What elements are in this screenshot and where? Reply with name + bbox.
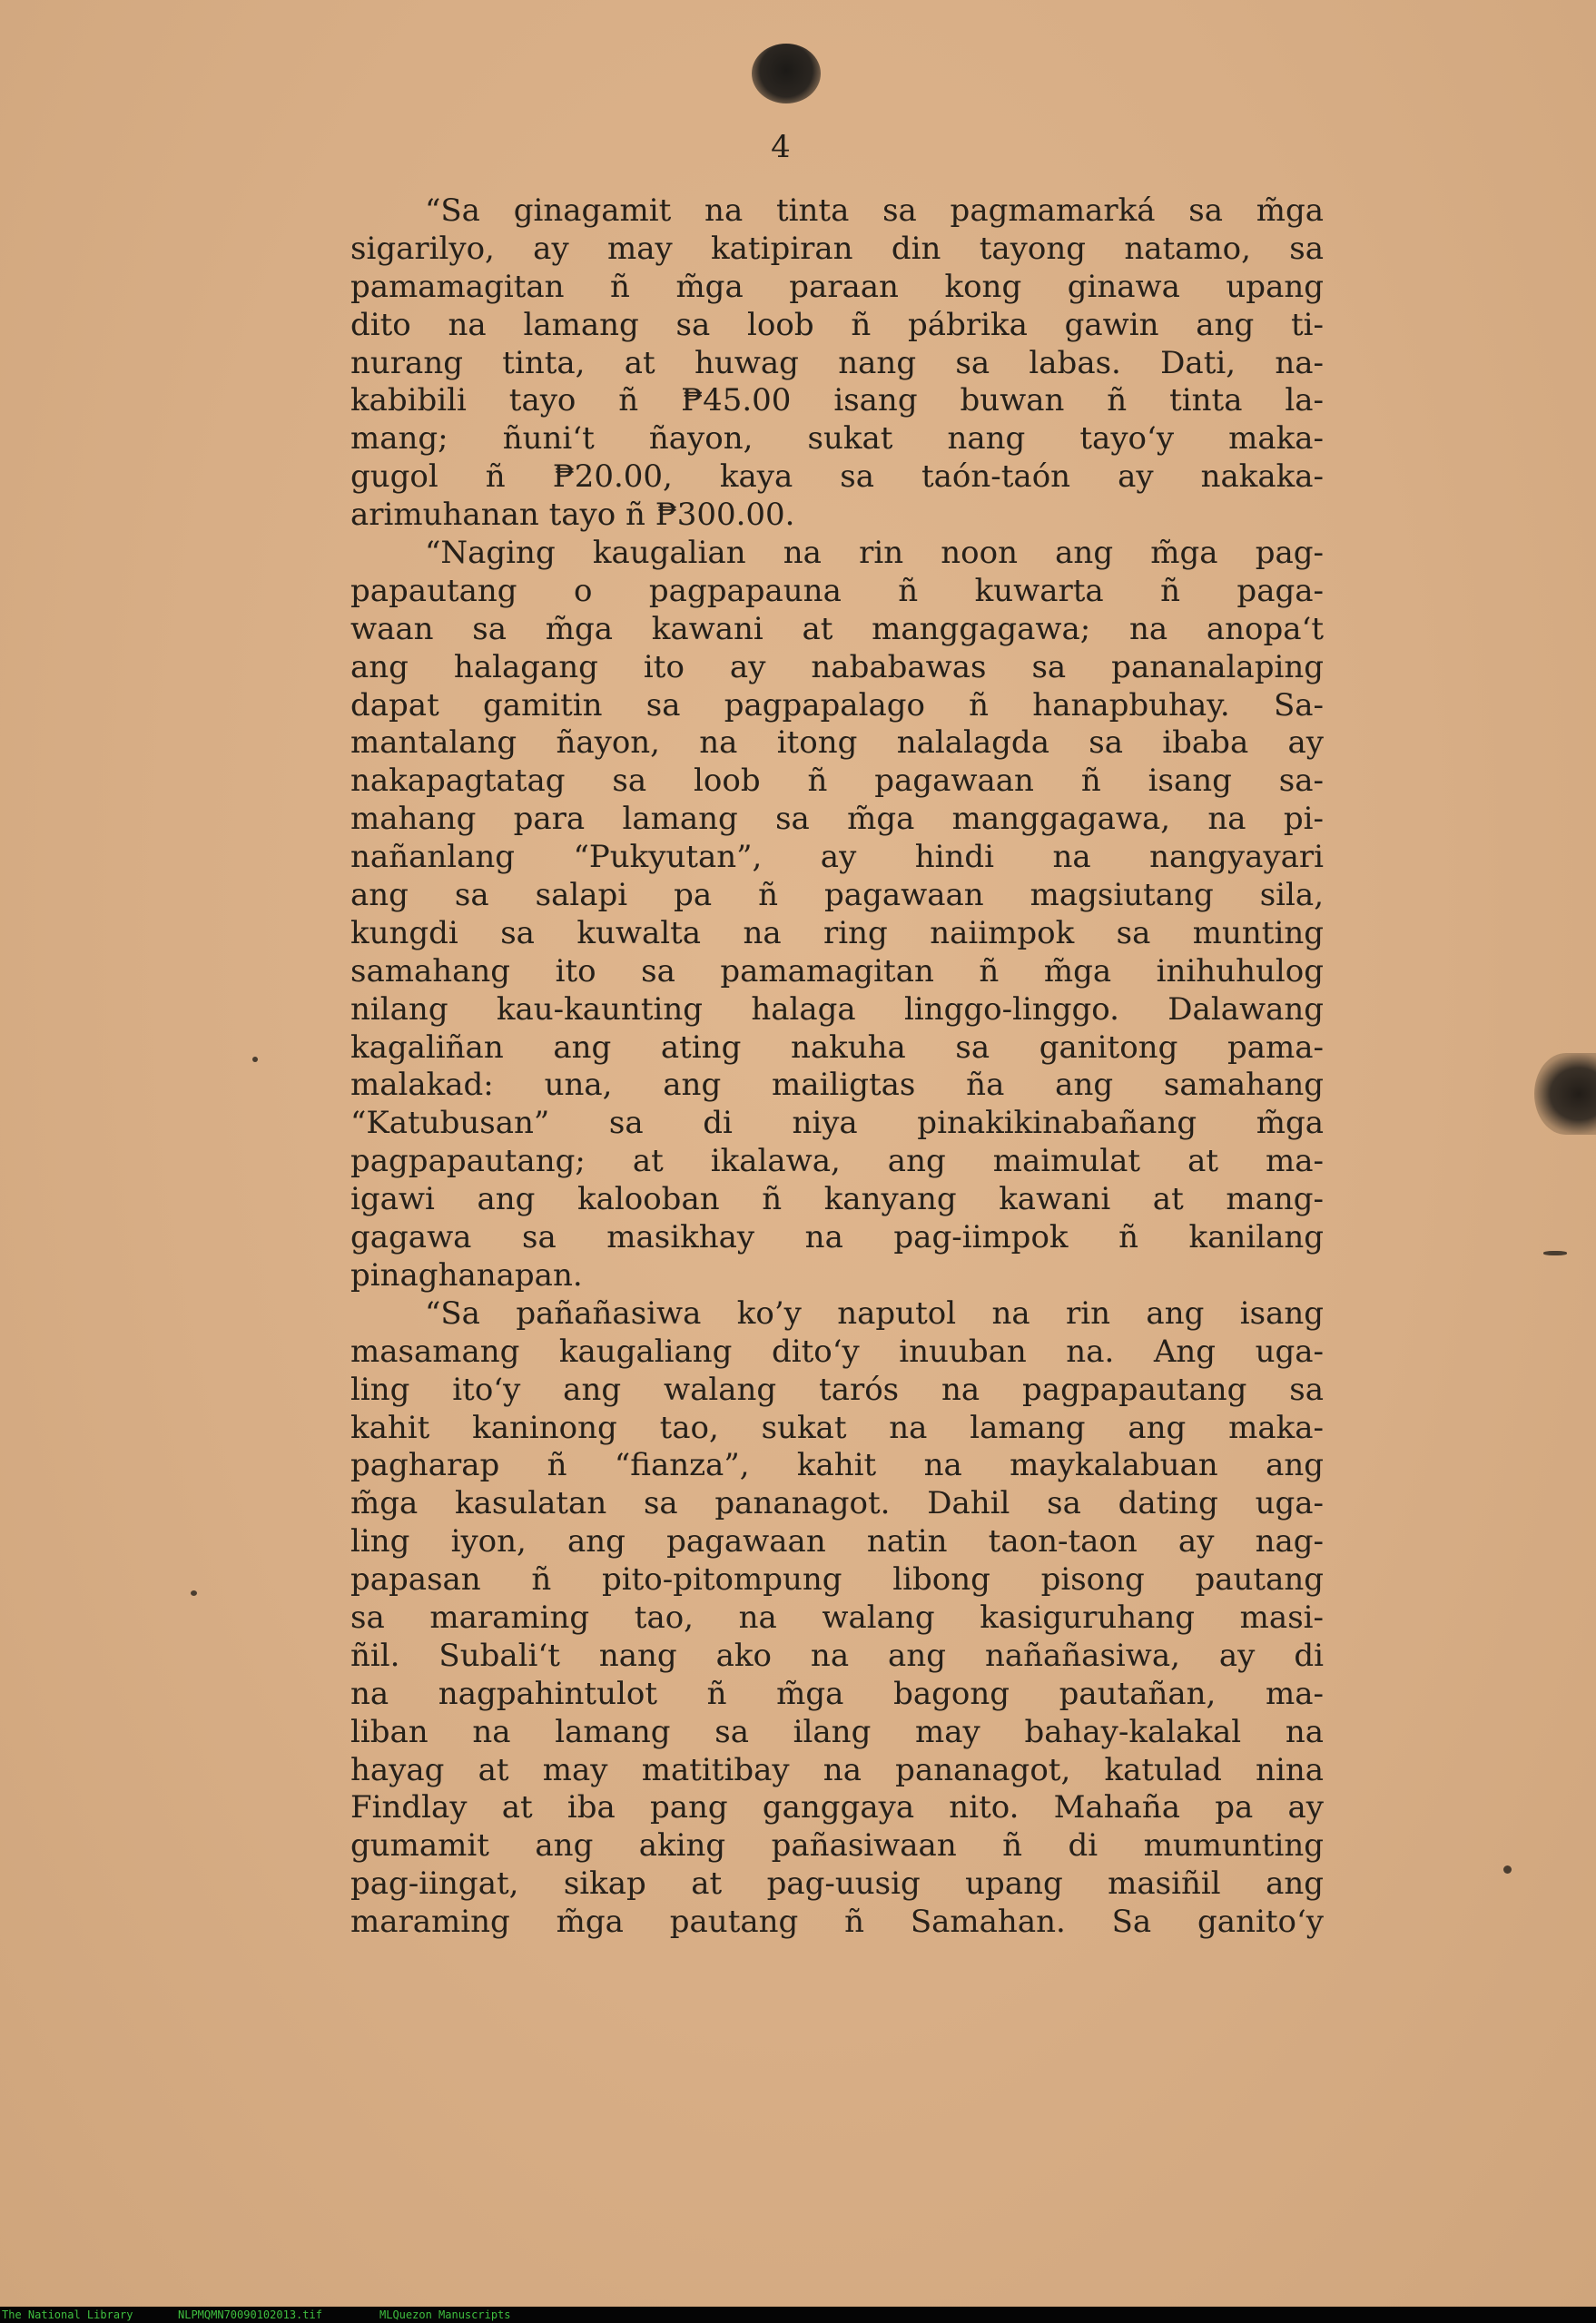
text-line: mang; ñuni‘t ñayon, sukat nang tayo‘y maka- (350, 420, 1324, 458)
text-line: dito na lamang sa loob ñ pábrika gawin ang ti- (350, 306, 1324, 343)
text-line: m̃ga kasulatan sa pananagot. Dahil sa dating uga- (350, 1485, 1324, 1522)
text-line: nañanlang “Pukyutan”, ay hindi na nangyayari (350, 839, 1324, 876)
ink-speck (1503, 1865, 1512, 1874)
footer-collection: MLQuezon Manuscripts (379, 2308, 511, 2321)
text-line: liban na lamang sa ilang may bahay-kalakal na (350, 1713, 1324, 1750)
text-line: arimuhanan tayo ñ ₱300.00. (350, 497, 795, 534)
ink-speck (1543, 1251, 1567, 1255)
text-line: Findlay at iba pang ganggaya nito. Mahaña pa ay (350, 1789, 1324, 1826)
text-line: ling ito‘y ang walang tarós na pagpapautang sa (350, 1371, 1324, 1408)
text-line: kabibili tayo ñ ₱45.00 isang buwan ñ tinta la- (350, 382, 1324, 419)
edge-stain (1534, 1053, 1596, 1135)
text-line: ang sa salapi pa ñ pagawaan magsiutang sila, (350, 877, 1324, 914)
text-line: pamamagitan ñ m̃ga paraan kong ginawa upang (350, 268, 1324, 305)
text-line: igawi ang kalooban ñ kanyang kawani at mang- (350, 1181, 1324, 1218)
text-line: sigarilyo, ay may katipiran din tayong natamo, sa (350, 230, 1324, 267)
text-line: nilang kau-kaunting halaga linggo-linggo. Dalawang (350, 990, 1324, 1028)
ink-speck (191, 1590, 197, 1596)
scan-footer (0, 2307, 1596, 2323)
text-line: masamang kaugaliang dito‘y inuuban na. Ang uga- (350, 1333, 1324, 1370)
text-line: pinaghanapan. (350, 1256, 583, 1294)
text-line: maraming m̃ga pautang ñ Samahan. Sa ganito‘y (350, 1904, 1324, 1941)
text-line: malakad: una, ang mailigtas ña ang samahang (350, 1067, 1324, 1104)
text-line: “Sa ginagamit na tinta sa pagmamarká sa m̃ga (425, 192, 1324, 229)
text-line: kagaliñan ang ating nakuha sa ganitong pama- (350, 1029, 1324, 1066)
ink-speck (252, 1057, 258, 1062)
body-text (350, 192, 1324, 1942)
footer-filename: NLPMQMN70090102013.tif (178, 2308, 322, 2321)
text-line: samahang ito sa pamamagitan ñ m̃ga inihuhulog (350, 952, 1324, 989)
text-line: “Katubusan” sa di niya pinakikinabañang m̃ga (350, 1105, 1324, 1142)
footer-library: The National Library (2, 2308, 133, 2321)
page-number: 4 (771, 129, 791, 165)
text-line: pag-iingat, sikap at pag-uusig upang masiñil ang (350, 1865, 1324, 1903)
text-line: gagawa sa masikhay na pag-iimpok ñ kanilang (350, 1219, 1324, 1256)
text-line: sa maraming tao, na walang kasiguruhang masi- (350, 1599, 1324, 1636)
text-line: dapat gamitin sa pagpapalago ñ hanapbuhay. Sa- (350, 686, 1324, 723)
text-line: gugol ñ ₱20.00, kaya sa taón-taón ay nakaka- (350, 458, 1324, 496)
text-line: gumamit ang aking pañasiwaan ñ di mumunting (350, 1827, 1324, 1865)
text-line: papautang o pagpapauna ñ kuwarta ñ paga- (350, 572, 1324, 609)
text-line: na nagpahintulot ñ m̃ga bagong pautañan, ma- (350, 1675, 1324, 1712)
text-line: papasan ñ pito-pitompung libong pisong pautang (350, 1561, 1324, 1599)
text-line: kahit kaninong tao, sukat na lamang ang maka- (350, 1409, 1324, 1446)
text-line: “Naging kaugalian na rin noon ang m̃ga pag- (425, 535, 1324, 572)
text-line: kungdi sa kuwalta na ring naiimpok sa munting (350, 914, 1324, 951)
text-line: nurang tinta, at huwag nang sa labas. Dati, na- (350, 344, 1324, 381)
text-line: nakapagtatag sa loob ñ pagawaan ñ isang sa- (350, 763, 1324, 800)
text-line: ñil. Subali‘t nang ako na ang nañañasiwa, ay di (350, 1637, 1324, 1674)
text-line: hayag at may matitibay na pananagot, katulad nina (350, 1751, 1324, 1788)
punch-hole (752, 44, 821, 103)
text-line: ang halagang ito ay nababawas sa pananalaping (350, 648, 1324, 685)
text-line: “Sa pañañasiwa ko’y naputol na rin ang isang (425, 1294, 1324, 1332)
text-line: waan sa m̃ga kawani at manggagawa; na anopa‘t (350, 610, 1324, 647)
text-line: ling iyon, ang pagawaan natin taon-taon ay nag- (350, 1523, 1324, 1560)
text-line: pagpapautang; at ikalawa, ang maimulat at ma- (350, 1143, 1324, 1180)
text-line: mahang para lamang sa m̃ga manggagawa, na pi- (350, 801, 1324, 838)
text-line: mantalang ñayon, na itong nalalagda sa ibaba ay (350, 724, 1324, 762)
text-line: pagharap ñ “fianza”, kahit na maykalabuan ang (350, 1447, 1324, 1484)
